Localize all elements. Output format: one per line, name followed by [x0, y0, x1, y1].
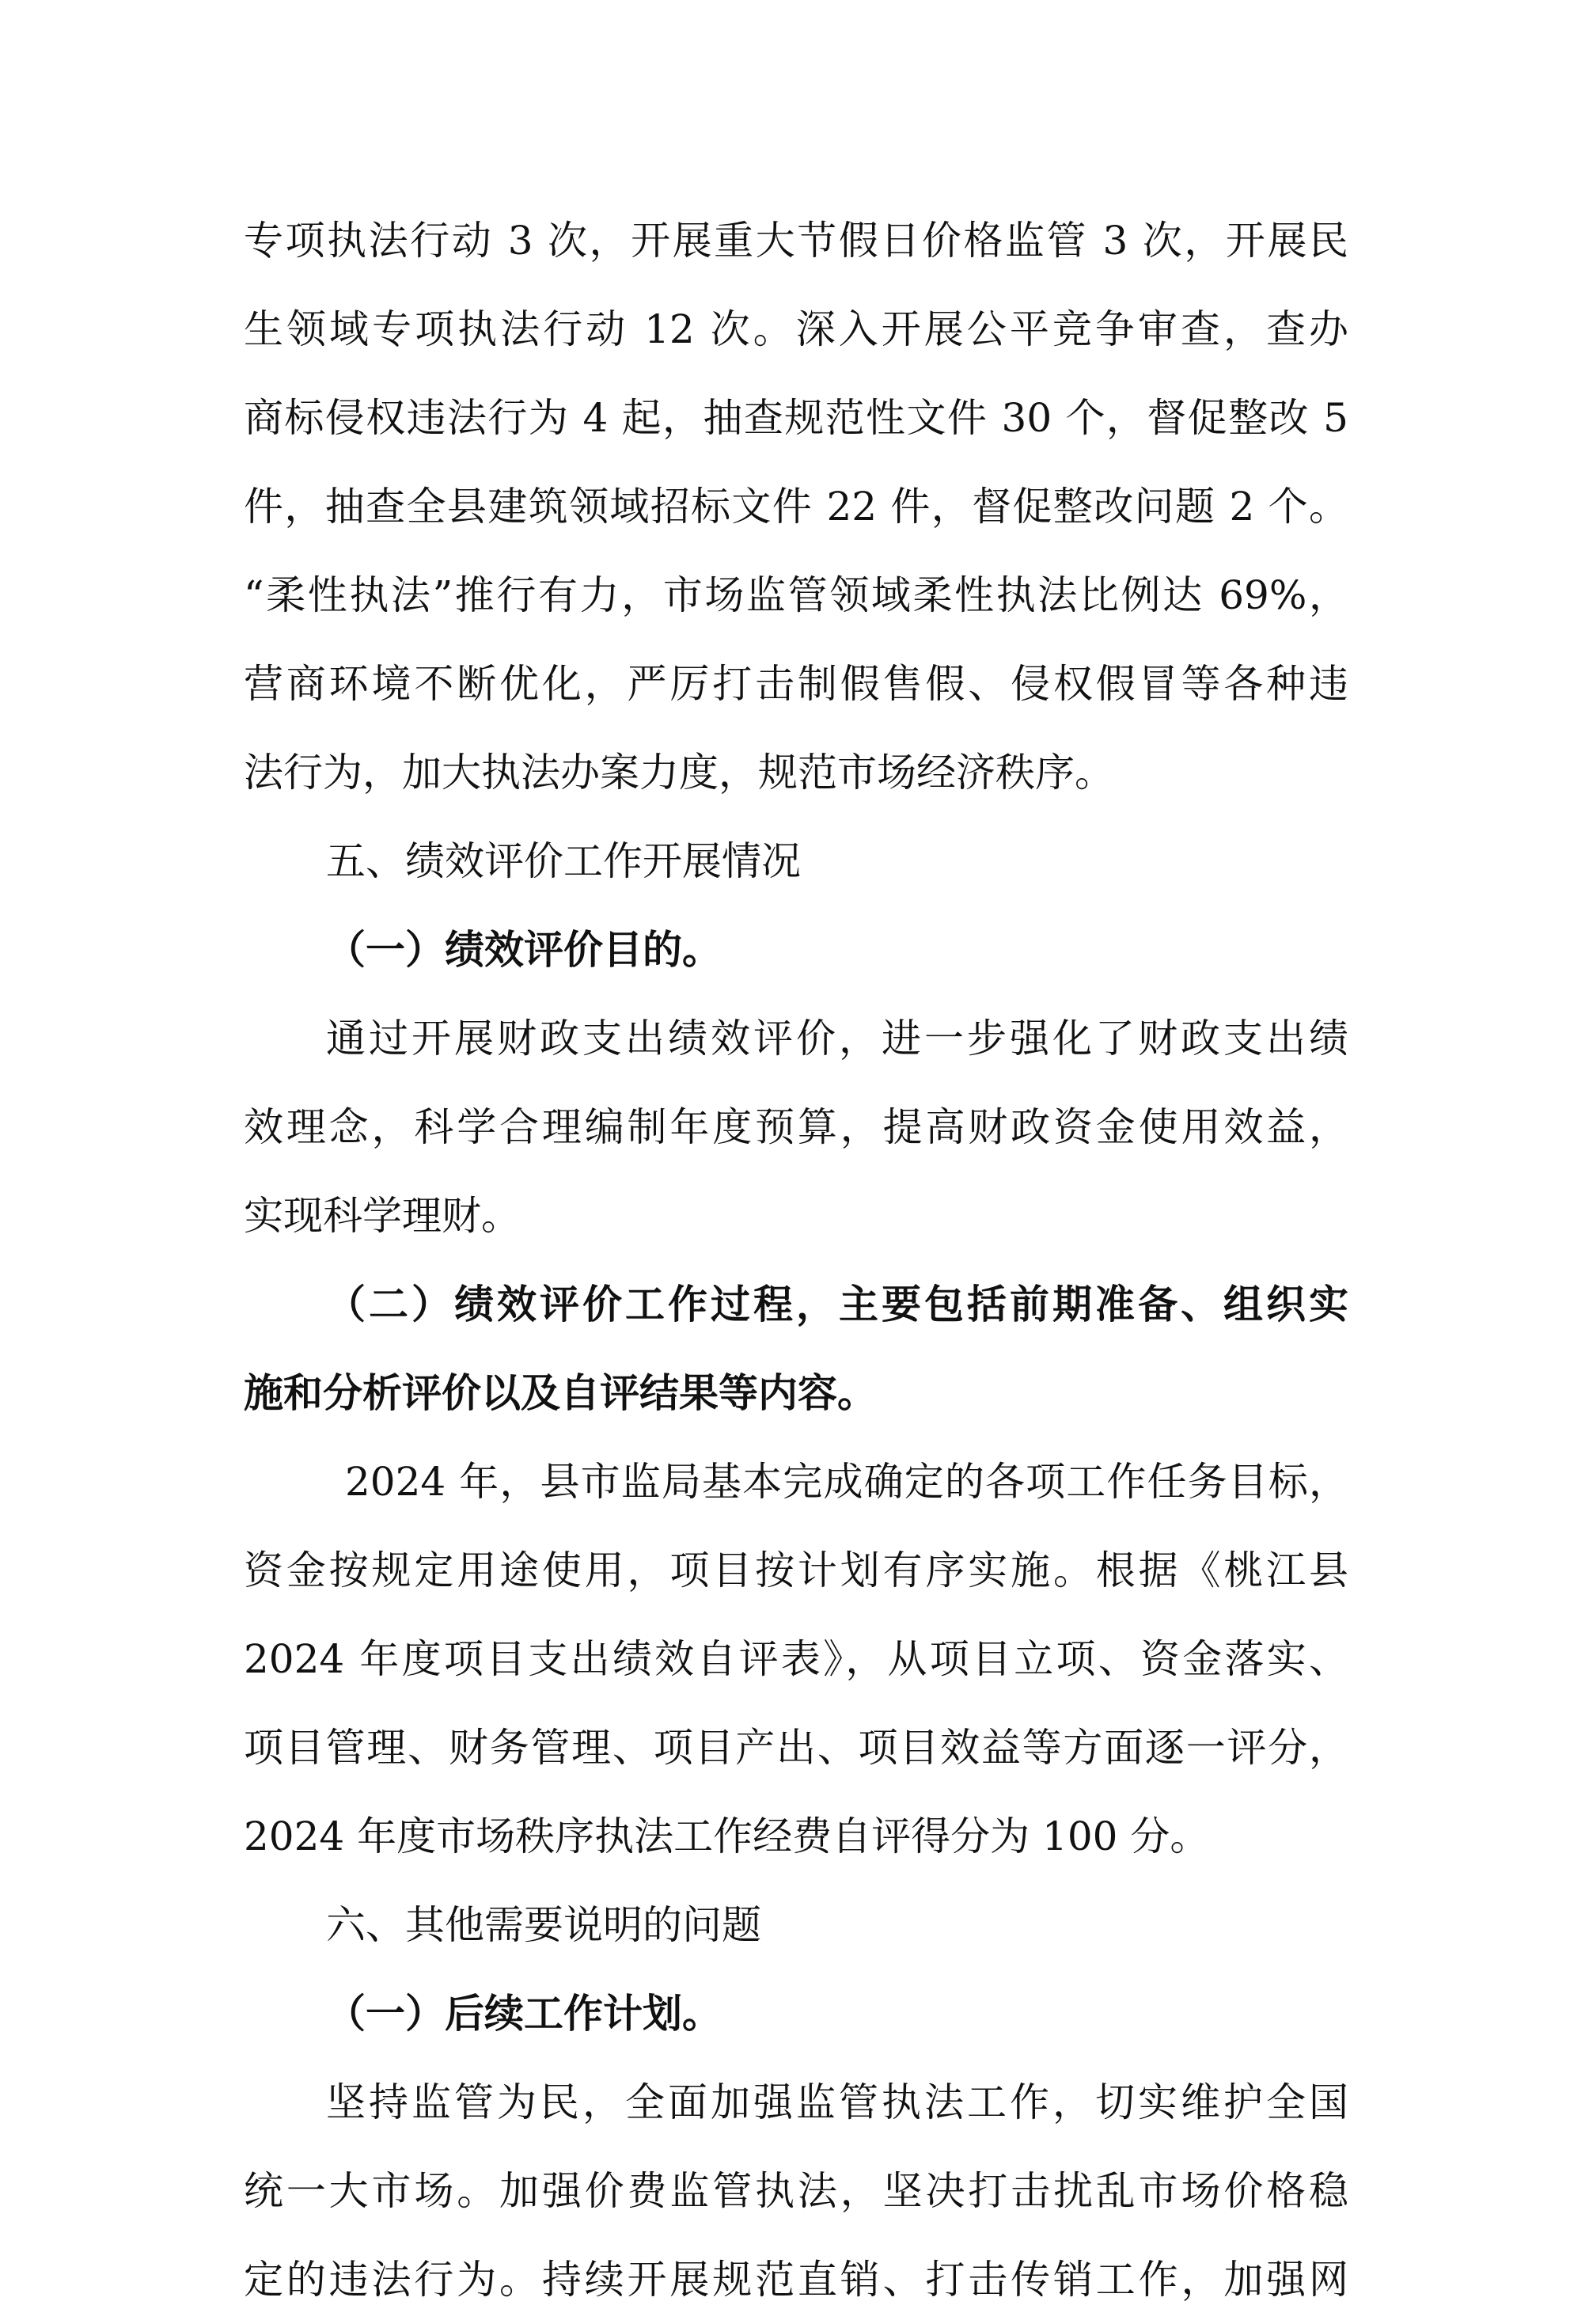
document-page — [244, 196, 1348, 2324]
paragraph-line: 通过开展财政支出绩效评价，进一步强化了财政支出绩 — [326, 1016, 1348, 1061]
paragraph-line: 资金按规定用途使用，项目按计划有序实施。根据《桃江县 — [244, 1547, 1348, 1593]
paragraph-line: 统一大市场。加强价费监管执法，坚决打击扰乱市场价格稳 — [244, 2168, 1348, 2214]
section-heading-6: 六、其他需要说明的问题 — [326, 1902, 761, 1948]
paragraph-line: 2024 年，县市监局基本完成确定的各项工作任务目标， — [345, 1459, 1348, 1505]
paragraph-line: 商标侵权违法行为 4 起，抽查规范性文件 30 个，督促整改 5 — [244, 395, 1348, 441]
paragraph-line: 坚持监管为民，全面加强监管执法工作，切实维护全国 — [326, 2079, 1348, 2125]
section-heading-5: 五、绩效评价工作开展情况 — [326, 838, 801, 884]
subsection-heading: （一）后续工作计划。 — [326, 1991, 722, 2037]
paragraph-line: 件，抽查全县建筑领域招标文件 22 件，督促整改问题 2 个。 — [244, 484, 1348, 530]
subsection-heading: （二）绩效评价工作过程，主要包括前期准备、组织实 — [326, 1282, 1348, 1327]
subsection-heading: （一）绩效评价目的。 — [326, 927, 722, 973]
paragraph-line: 专项执法行动 3 次，开展重大节假日价格监管 3 次，开展民 — [244, 218, 1348, 264]
paragraph-line: 生领域专项执法行动 12 次。深入开展公平竞争审查，查办 — [244, 306, 1348, 352]
paragraph-line: 法行为，加大执法办案力度，规范市场经济秩序。 — [244, 750, 1114, 796]
paragraph-line: 2024 年度项目支出绩效自评表》，从项目立项、资金落实、 — [244, 1636, 1348, 1682]
paragraph-line: 项目管理、财务管理、项目产出、项目效益等方面逐一评分， — [244, 1725, 1348, 1771]
paragraph-line: 定的违法行为。持续开展规范直销、打击传销工作，加强网 — [244, 2257, 1348, 2303]
paragraph-line: 效理念，科学合理编制年度预算，提高财政资金使用效益， — [244, 1104, 1348, 1150]
paragraph-line: 实现科学理财。 — [244, 1193, 521, 1239]
paragraph-line: 2024 年度市场秩序执法工作经费自评得分为 100 分。 — [244, 1813, 1210, 1859]
paragraph-line: 营商环境不断优化，严厉打击制假售假、侵权假冒等各种违 — [244, 661, 1348, 707]
paragraph-line: “柔性执法”推行有力，市场监管领域柔性执法比例达 69%， — [244, 572, 1348, 618]
subsection-heading-cont: 施和分析评价以及自评结果等内容。 — [244, 1370, 877, 1416]
